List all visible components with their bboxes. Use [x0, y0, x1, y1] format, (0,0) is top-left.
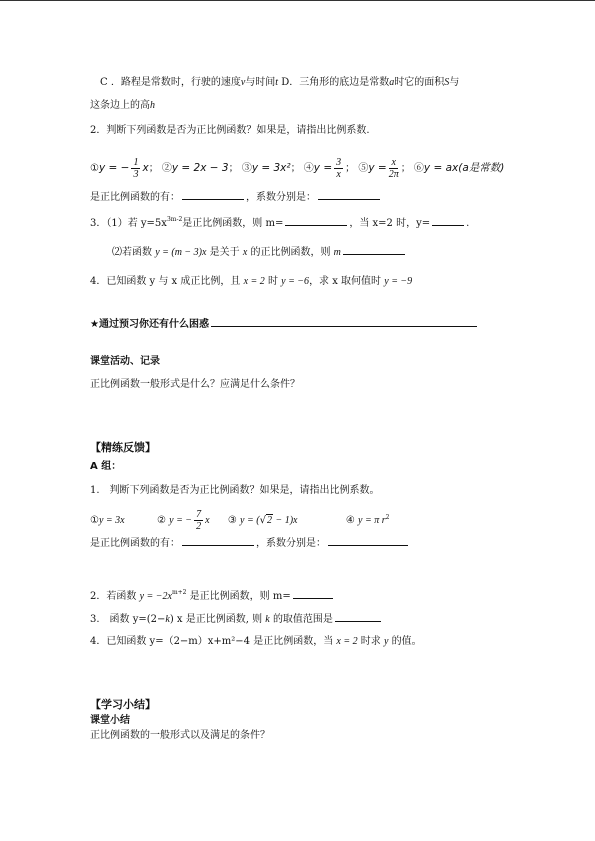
group-a-label: A 组：	[90, 461, 122, 472]
q3-part2: ⑵若函数 y = (m − 3)x 是关于 x 的正比例函数，则 m	[112, 244, 407, 260]
q2-answer-blank-1[interactable]	[182, 189, 244, 200]
q2-answer-line: 是正比例函数的有： ，系数分别是：	[90, 189, 382, 205]
q2-item-5: ⑤y = $\frac{x}{2\pi}$ ；	[358, 157, 411, 180]
a3-range-blank[interactable]	[335, 611, 381, 622]
a2-m-blank[interactable]	[293, 588, 333, 599]
summary-question: 正比例函数的一般形式以及满足的条件？	[90, 730, 270, 741]
a4-line: 4．已知函数 y=（2−m）x+m²−4 是正比例函数，当 x = 2 时求 y 的值。	[90, 636, 422, 647]
q3-y-blank[interactable]	[432, 215, 464, 226]
class-activity-question: 正比例函数一般形式是什么？应满足什么条件？	[90, 379, 300, 390]
q2-item-1: ①y = − $\frac{1}{3}$ x；	[90, 157, 159, 180]
summary-section-title: 【学习小结】	[90, 698, 156, 711]
q3-m2-blank[interactable]	[343, 244, 405, 255]
q2-item-4: ④y = $\frac{3}{x}$ ；	[303, 157, 356, 180]
q3-m-blank[interactable]	[285, 215, 347, 226]
q3-part1: 3．（1）若 $y=5x^{3m-2}$是正比例函数，则 m= ，当 x=2 时，y= .	[90, 216, 470, 229]
confusion-blank[interactable]	[211, 316, 477, 327]
a1-item-3: ③ y = (√2 − 1)x	[227, 515, 298, 526]
a2-line: 2．若函数 $y = -2x^{m+2}$ 是正比例函数，则 m=	[90, 588, 335, 604]
a1-answer-blank-1[interactable]	[182, 535, 254, 546]
a1-title: 1. 判断下列函数是否为正比例函数？如果是，请指出比例系数。	[90, 485, 380, 496]
q1-options-line: C ．路程是常数时，行驶的速度v与时间t D．三角形的底边是常数a时它的面积S与	[100, 77, 460, 88]
feedback-section-title: 【精练反馈】	[90, 441, 156, 454]
q2-item-3: ③y = 3x²；	[241, 162, 301, 174]
q4-line: 4．已知函数 y 与 x 成正比例，且 x = 2 时 y = −6，求 x 取何值时 y = −9	[90, 276, 413, 287]
q1-options-line2: 这条边上的高h	[90, 100, 155, 111]
a1-item-1: ①y = 3x	[90, 515, 125, 526]
q2-title: 2．判断下列函数是否为正比例函数？如果是，请指出比例系数.	[90, 125, 370, 136]
q2-answer-blank-2[interactable]	[318, 189, 380, 200]
q2-function-list	[90, 156, 504, 181]
a3-line: 3. 函数 y=(2−k) x 是正比例函数, 则 k 的取值范围是	[90, 611, 383, 627]
page-top-border	[0, 0, 595, 1]
confusion-prompt: ★通过预习你还有什么困惑	[90, 316, 479, 332]
class-activity-title: 课堂活动、记录	[90, 356, 160, 367]
q2-item-2: ②y = 2x − 3；	[161, 162, 239, 174]
a1-item-4: ④ y = π $r^2$	[345, 514, 390, 526]
a1-answer-line: 是正比例函数的有： ，系数分别是：	[90, 535, 410, 551]
summary-subtitle: 课堂小结	[90, 715, 130, 726]
a1-item-2: ② y = − $\frac{7}{2}$ x	[156, 509, 210, 532]
q2-item-6: ⑥y = ax(a是常数)	[413, 162, 505, 174]
a1-function-list	[90, 509, 389, 532]
a1-answer-blank-2[interactable]	[328, 535, 408, 546]
